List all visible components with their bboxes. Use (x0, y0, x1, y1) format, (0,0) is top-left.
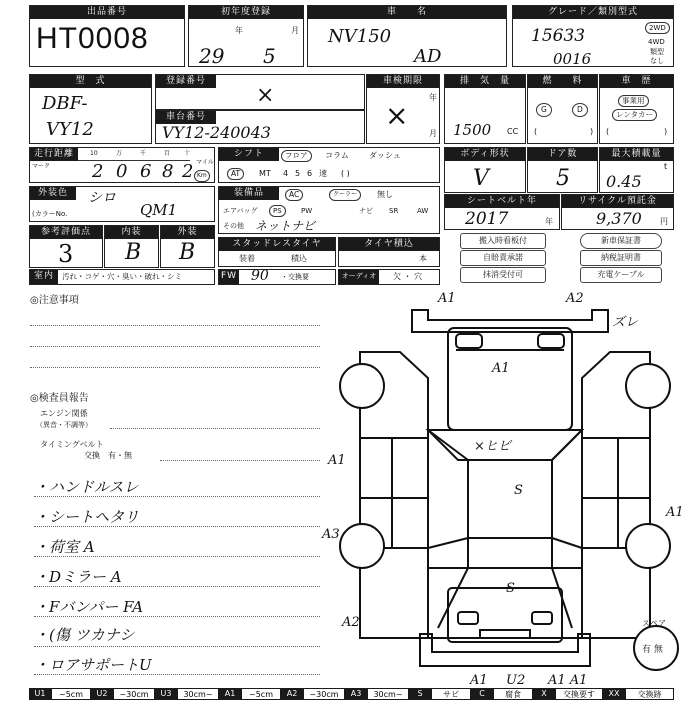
car-name-line2: AD (414, 46, 442, 67)
mark: A1 (470, 673, 488, 688)
exterior-color-header: 外装色 (30, 187, 76, 200)
inspection-box (366, 74, 440, 144)
audio-box (338, 269, 440, 285)
inspection-month-unit: 月 (429, 129, 437, 138)
legend-key: A1 (219, 688, 241, 700)
studless-box (218, 237, 336, 267)
mark: S (506, 581, 515, 596)
interior-notes-box (29, 269, 215, 285)
tire-loaded-header: タイヤ積込 (339, 238, 439, 251)
studless-header: スタッドレスタイヤ (219, 238, 335, 251)
recycle-unit: 円 (660, 217, 668, 226)
shift-dash-option: ダッシュ (369, 151, 401, 160)
fuel-d-option: D (572, 103, 588, 117)
inspection-year-unit: 年 (429, 93, 437, 102)
history-rental-option: レンタカー (612, 109, 657, 121)
notes-line (30, 325, 320, 326)
body-type-header: ボディ形状 (445, 148, 525, 161)
history-box (599, 74, 674, 144)
rear-right-wheel (626, 524, 670, 568)
mileage-unit-juu: 十 (184, 150, 191, 157)
inspection-header: 車検期限 (367, 75, 439, 88)
legend-key: XX (603, 688, 625, 700)
doc-charging-cable[interactable]: 充電ケーブル (580, 267, 662, 283)
type-label: 類型 (650, 48, 664, 56)
first-registration-header: 初年度登録 (189, 6, 303, 19)
recycle-box (561, 194, 674, 230)
remark-item: ・ロアサポートU (34, 656, 152, 674)
equipment-box (218, 186, 440, 234)
seatbelt-value: 2017 (465, 209, 509, 229)
mileage-mark-label: マーク (32, 163, 51, 170)
equipment-ps: PS (269, 205, 286, 217)
remark-item: ・(傷 ツカナシ (34, 626, 135, 644)
studless-mounted: 装着 (239, 254, 255, 263)
mark: A1 (666, 505, 684, 520)
mark: S (514, 483, 523, 498)
rear-left-wheel (340, 524, 384, 568)
body-type-value: V (473, 166, 489, 191)
shift-floor-option: フロア (281, 150, 312, 162)
history-paren-right: ) (664, 127, 668, 136)
remark-item: ・シートヘタリ (34, 508, 140, 526)
recycle-value: 9,370 (596, 209, 642, 228)
hood-outline (448, 328, 572, 430)
interior-grade-header: 内装 (105, 226, 158, 239)
mark: A3 (322, 527, 340, 542)
legend-val: サビ (431, 688, 471, 700)
legend-val: ~30cm (113, 688, 155, 700)
equipment-other-value: ネットナビ (255, 219, 316, 233)
color-number-label: (カラーNo. (32, 210, 68, 218)
notes-header: ◎注意事項 (30, 295, 79, 306)
first-registration-month: 5 (263, 44, 276, 68)
inspector-header: ◎検査員報告 (30, 393, 89, 404)
equipment-other-label: その他 (223, 222, 244, 230)
studless-loaded: 積込 (291, 254, 307, 263)
remark-item: ・ハンドルスレ (34, 478, 139, 496)
year-unit-label: 年 (235, 26, 243, 35)
remarks-list (34, 472, 324, 682)
body-type-box (444, 147, 526, 193)
remark-item: ・荷室 A (34, 538, 95, 556)
notes-line (30, 367, 320, 368)
mileage-digit-5: 2 (182, 161, 194, 182)
equipment-sr: SR (389, 207, 399, 215)
displacement-unit: CC (507, 127, 519, 136)
notes-line (30, 346, 320, 347)
equipment-navi: ナビ (359, 207, 373, 215)
fw-suffix: ・交換要 (281, 273, 309, 281)
roof-outline (468, 460, 552, 538)
drive-2wd-option: 2WD (645, 22, 670, 34)
doc-tax-certificate[interactable]: 納税証明書 (580, 250, 662, 266)
mark: A1 A1 (548, 673, 588, 688)
mark: A1 (328, 453, 346, 468)
lot-number-header: 出品番号 (30, 6, 184, 19)
timing-belt-label: タイミングベルト (40, 440, 104, 449)
first-registration-box (188, 5, 304, 67)
history-paren-left: ( (606, 127, 610, 136)
mileage-box (29, 147, 215, 183)
timing-exchange-label: 交換 有・無 (84, 451, 132, 460)
displacement-value: 1500 (453, 121, 492, 139)
capacity-header: 最大積載量 (600, 148, 673, 161)
shift-mt-option: MT (259, 169, 271, 178)
legend-key: A3 (345, 688, 367, 700)
spare-value: 有 無 (642, 645, 663, 655)
fuel-paren-left: ( (534, 127, 538, 136)
tire-loaded-box (338, 237, 440, 267)
registration-header: 登録番号 (156, 75, 216, 88)
audio-label: オーディオ (339, 270, 379, 284)
vehicle-damage-diagram (320, 288, 690, 688)
car-name-header: 車 名 (308, 6, 506, 19)
mileage-unit-sen: 千 (140, 150, 147, 157)
mark: A1 (438, 291, 456, 306)
displacement-box (444, 74, 526, 144)
registration-box (155, 74, 365, 110)
engine-sub-label: （異音・不調等） (36, 421, 92, 429)
mileage-digits (78, 160, 194, 182)
grade-box (512, 5, 674, 67)
remark-item: ・Fバンパー FA (34, 598, 144, 616)
model-line1: DBF- (42, 93, 88, 114)
front-right-wheel (626, 364, 670, 408)
shift-header: シフト (219, 148, 279, 161)
equipment-pw: PW (301, 207, 313, 215)
mileage-unit-hyaku: 百 (164, 150, 171, 157)
mileage-km-option: Km (194, 170, 210, 182)
exterior-grade-value: B (179, 240, 196, 265)
mark: ズレ (612, 315, 639, 330)
reference-grade-header: 参考評価点 (30, 226, 102, 239)
type-none-label: なし (650, 57, 664, 65)
tire-loaded-unit: 本 (419, 254, 427, 263)
mark: A1 (492, 361, 510, 376)
mileage-digit-1: 2 (92, 161, 104, 182)
fuel-g-option: G (536, 103, 552, 117)
legend-key: U3 (155, 688, 177, 700)
reference-grade-box (29, 225, 103, 268)
tailgate-outline (448, 588, 562, 642)
seatbelt-unit: 年 (545, 217, 553, 226)
equipment-none-option: 無し (377, 190, 393, 199)
mileage-mile-label: マイル (196, 159, 214, 166)
shift-box (218, 147, 440, 183)
fw-label: FW (219, 270, 239, 284)
seatbelt-header: シートベルト年 (445, 195, 559, 208)
model-header: 型 式 (30, 75, 151, 88)
mileage-digit-2: 0 (116, 161, 128, 182)
model-box (29, 74, 152, 144)
color-number-value: QM1 (140, 201, 178, 219)
shift-speed-label: 速 (319, 169, 327, 178)
chassis-value: VY12-240043 (162, 123, 271, 142)
doors-header: ドア数 (528, 148, 597, 161)
exterior-grade-header: 外装 (161, 226, 214, 239)
grade-header: グレード／類別型式 (513, 6, 673, 19)
doc-signboard[interactable]: 搬入時看板付 (460, 233, 546, 249)
fw-value: 90 (251, 268, 269, 284)
front-left-wheel (340, 364, 384, 408)
displacement-header: 排 気 量 (445, 75, 525, 88)
shift-column-option: コラム (325, 151, 349, 160)
fw-box (218, 269, 336, 285)
exterior-color-value: シロ (88, 190, 116, 206)
doc-insurance[interactable]: 自賠責承諾 (460, 250, 546, 266)
exterior-grade-box (160, 225, 215, 268)
chassis-box (155, 110, 365, 144)
doors-value: 5 (556, 166, 570, 191)
legend-val: 腐食 (493, 688, 533, 700)
timing-line (160, 460, 320, 461)
remark-item: ・Dミラー A (34, 568, 122, 586)
mark: A2 (342, 615, 360, 630)
chassis-header: 車台番号 (156, 111, 216, 124)
legend-val: 交換要す (555, 688, 603, 700)
remark-line (34, 646, 320, 647)
spare-label: スペア (642, 619, 666, 628)
engine-label: エンジン関係 (40, 409, 88, 418)
legend-key: S (409, 688, 431, 700)
shift-blank: ( ) (341, 169, 350, 178)
inspection-value: × (385, 99, 409, 132)
equipment-airbag: エアバッグ (223, 207, 258, 215)
registration-value: × (256, 83, 275, 108)
engine-line (110, 428, 320, 429)
legend-key: X (533, 688, 555, 700)
shift-gear-5: 5 (295, 169, 301, 178)
documents-box (444, 231, 674, 285)
grade-line2: 0016 (553, 50, 592, 68)
mark: U2 (506, 673, 526, 688)
history-business-option: 事業用 (618, 95, 649, 107)
mileage-header: 走行距離 (30, 148, 78, 161)
equipment-ac-option: AC (285, 189, 303, 201)
doc-new-car-warranty[interactable]: 新車保証書 (580, 233, 662, 249)
history-header: 車 歴 (600, 75, 673, 88)
fuel-box (527, 74, 598, 144)
legend-val: ~30cm (303, 688, 345, 700)
capacity-unit: t (664, 162, 668, 171)
legend-val: ~5cm (241, 688, 281, 700)
first-registration-year: 29 (199, 44, 225, 68)
mark: A2 (566, 291, 584, 306)
equipment-aw: AW (417, 207, 429, 215)
interior-notes-header: 室内 (30, 270, 58, 284)
legend-val: ~5cm (51, 688, 91, 700)
legend-val: 30cm~ (367, 688, 409, 700)
legend-key: C (471, 688, 493, 700)
audio-items: 欠 ・ 穴 (393, 272, 423, 281)
legend-val: 30cm~ (177, 688, 219, 700)
legend-key: U1 (29, 688, 51, 700)
doors-box (527, 147, 598, 193)
interior-grade-box (104, 225, 159, 268)
grade-line1: 15633 (531, 26, 586, 46)
mileage-unit-man: 万 (116, 150, 123, 157)
mileage-unit-10: 10 (90, 150, 98, 157)
lot-number-value: HT0008 (36, 22, 149, 55)
lot-number-box (29, 5, 185, 67)
legend-key: U2 (91, 688, 113, 700)
shift-gear-6: 6 (307, 169, 313, 178)
equipment-cooler-option: クーラー (329, 189, 361, 201)
equipment-header: 装備品 (219, 187, 279, 200)
legend-key: A2 (281, 688, 303, 700)
reference-grade-value: 3 (58, 240, 74, 268)
car-name-line1: NV150 (328, 26, 392, 47)
capacity-value: 0.45 (606, 172, 642, 191)
fuel-paren-right: ) (590, 127, 594, 136)
legend-val: 交換跡 (625, 688, 674, 700)
doc-deregistration[interactable]: 抹消受付可 (460, 267, 546, 283)
model-line2: VY12 (46, 119, 94, 140)
month-unit-label: 月 (291, 26, 299, 35)
interior-grade-value: B (125, 240, 142, 265)
capacity-box (599, 147, 674, 193)
shift-gear-4: 4 (283, 169, 289, 178)
drive-4wd-option: 4WD (648, 38, 665, 46)
seatbelt-box (444, 194, 560, 230)
interior-notes-items: 汚れ・コゲ・穴・臭い・破れ・シミ (62, 272, 182, 281)
mileage-digit-4: 8 (162, 161, 174, 182)
shift-at-option: AT (227, 168, 244, 180)
exterior-color-box (29, 186, 215, 222)
legend-bar (29, 688, 674, 700)
mileage-digit-3: 6 (140, 161, 152, 182)
car-name-box (307, 5, 507, 67)
fuel-header: 燃 料 (528, 75, 597, 88)
mark: ×ヒビ (474, 439, 511, 454)
recycle-header: リサイクル預託金 (562, 195, 673, 208)
